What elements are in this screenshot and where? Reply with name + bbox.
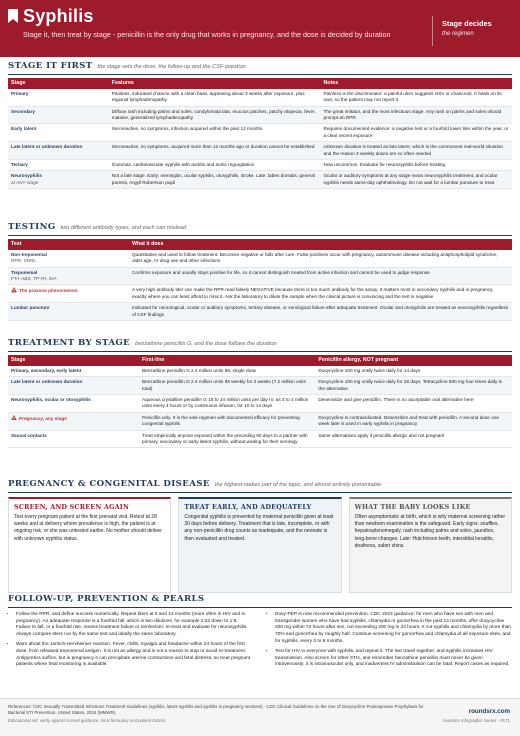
test-sublabel: RPR, VDRL <box>11 258 37 264</box>
test-sublabel: FTA-ABS, TP-PA, EIA <box>11 276 57 281</box>
notes-cell: Requires documented evidence: a negative test or a fourfold lower titer within the year, or a clear recent exposure <box>320 124 512 142</box>
section-pregnancy <box>8 479 512 593</box>
table-header-row <box>8 355 512 366</box>
list-item: • Test for HIV in everyone with syphilis, and repeat it. The two travel together, and syphilis increases HIV transmission. Also screen for other STIs, and remember benzathine penicillin must never be given intravenously: it is intramuscular only, and inadvertent IV administration can be fatal. Report cases as required. <box>275 649 512 669</box>
section-heading <box>8 61 512 75</box>
section-title: FOLLOW-UP, PREVENTION & PEARLS <box>8 594 205 604</box>
notes-cell: Now uncommon. Evaluate for neurosyphilis before treating <box>320 159 512 170</box>
table-row <box>8 250 512 267</box>
section-subtitle: two different antibody types, and each can mislead <box>60 225 187 231</box>
footer <box>0 698 520 736</box>
allergy-cell: Doxycycline is contraindicated. Desensitize and treat with penicillin. A second dose one week later is used in early syphilis in pregnancy <box>315 412 512 430</box>
column-header: Stage <box>8 355 139 366</box>
stage-callout-line2: the regimen <box>442 30 474 37</box>
column-header: What it does <box>129 239 512 250</box>
stage-cell <box>8 89 109 106</box>
table-row <box>8 124 512 142</box>
stage-table <box>8 78 512 189</box>
table-row <box>8 377 512 395</box>
features-cell: Not a late stage. Early: meningitis, ocular syphilis, otosyphilis, stroke. Late: tabes dorsalis, general paresis, Argyll Robertson pupil <box>109 171 321 189</box>
card-text: Often asymptomatic at birth, which is why maternal screening rather than newborn examination is the safeguard. Early signs: snuffles, hepatosplenomegaly, rash including palms and soles, jaundice, long-bone changes. Late: Hutchinson teeth, interstitial keratitis, deafness, saber shins. <box>354 514 505 549</box>
section-heading <box>8 222 512 236</box>
footer-site-link[interactable]: roundsrx.com <box>468 708 510 715</box>
card-baby <box>349 497 512 593</box>
list-item: • Warn about the Jarisch-Herxheimer reaction. Fever, chills, myalgia and headache within 24 hours of the first dose, from released treponemal antigen. It is not an allergy and is not a reason to stop or avoid re-treatment. Antipyretics suffice, but in pregnancy it can precipitate uterine contractions and fetal distress, so treat pregnant patients where fetal monitoring is available. <box>16 642 253 669</box>
column-header: Stage <box>8 78 109 89</box>
treatment-stage-cell <box>8 377 139 395</box>
stage-cell <box>8 142 109 160</box>
treatment-stage-cell <box>8 366 139 377</box>
notes-cell: Ocular or auditory symptoms at any stage mean neurosyphilis treatment, and ocular syphilis needs same-day ophthalmology. Do not wait for a lumbar puncture to treat <box>320 171 512 189</box>
test-cell <box>8 303 129 321</box>
section-stage <box>8 61 512 189</box>
table-row <box>8 142 512 160</box>
first-line-cell: Penicillin only. It is the sole regimen with documented efficacy for preventing congenital syphilis <box>139 412 315 430</box>
features-cell: Gummas, cardiovascular syphilis with aortitis and aortic regurgitation <box>109 159 321 170</box>
stage-cell <box>8 159 109 170</box>
section-followup <box>8 594 512 672</box>
footer-disclaimer: Educational aid; verify against current guidance, local formulary and patient factors. <box>8 717 167 723</box>
table-row <box>8 366 512 377</box>
notes-cell: Painless is the discriminator: a painful ulcer suggests HSV or chancroid. It heals on its own, so the patient may not report it <box>320 89 512 106</box>
test-description-cell: Confirms exposure and usually stays positive for life, so it cannot distinguish treated from active infection and cannot be used to judge response <box>129 267 512 285</box>
stage-callout <box>432 16 510 46</box>
stage-label: Tertiary <box>11 161 28 167</box>
stage-cell <box>8 171 109 189</box>
footer-references: References: CDC Sexually Transmitted Infections Treatment Guidelines (syphilis, latent syphilis and syphilis in pregnancy sections) · CDC Clinical Guidelines on the Use of Doxycycline Postexposure Prophylaxis for Bacterial STI Prevention, United States, 2024 (MMWR). <box>8 704 424 716</box>
allergy-cell: Desensitize and give penicillin. There is no acceptable oral alternative here <box>315 395 512 413</box>
stage-callout-line1: Stage decides <box>442 19 492 28</box>
footer-series: roundsrx Infographic Series · #171 <box>442 718 510 723</box>
test-description-cell: Indicated for neurological, ocular or auditory symptoms, tertiary disease, or serological failure after adequate treatment. Ocular and otosyphilis are treated as neurosyphilis regardless of CSF findings <box>129 303 512 321</box>
section-subtitle: the highest-stakes part of the topic, and almost entirely preventable <box>214 482 382 488</box>
card-title: TREAT EARLY, AND ADEQUATELY <box>184 502 312 511</box>
column-header: Test <box>8 239 129 250</box>
test-label: Lumbar puncture <box>11 305 50 311</box>
test-cell <box>8 285 129 303</box>
card-title: WHAT THE BABY LOOKS LIKE <box>354 502 471 511</box>
table-row <box>8 395 512 413</box>
stage-label: Late latent or unknown duration <box>11 144 83 150</box>
treatment-stage-cell <box>8 395 139 413</box>
section-subtitle: the stage sets the dose, the follow-up and the CSF question <box>97 64 246 70</box>
warning-triangle-icon <box>11 415 17 420</box>
page-subtitle: Stage it, then treat by stage - penicillin is the only drug that works in pregnancy, and the dose is decided by duration <box>23 30 391 39</box>
features-cell: Seroreactive, no symptoms, infection acquired within the past 12 months <box>109 124 321 142</box>
test-label: Treponemal <box>11 269 38 275</box>
section-title: TESTING <box>8 222 56 232</box>
column-header: Penicillin allergy, NOT pregnant <box>315 355 512 366</box>
list-item: • Follow the RPR, and define success numerically. Repeat titers at 6 and 12 months (more often in HIV and in pregnancy). An adequate response is a fourfold fall, which is two dilutions, for example 1:32 down to 1:8. Failure to fall, or a fourfold rise, means treatment failure or reinfection: re-treat and evaluate for neurosyphilis. Always compare titers run by the same test and ideally the same laboratory. <box>16 612 253 639</box>
notes-cell: Unknown duration is treated as late latent, which is the commonest real-world situation and the reason 3 weekly doses are so often needed <box>320 142 512 160</box>
first-line-cell: Treat empirically anyone exposed within the preceding 90 days to a partner with primary, secondary or early latent syphilis, without waiting for their serology <box>139 430 315 448</box>
test-cell <box>8 250 129 267</box>
stage-label: Primary <box>11 90 29 96</box>
list-item: • Doxy-PEP is now recommended prevention. CDC 2024 guidance: for men who have sex with men and transgender women who have had syphilis, chlamydia or gonorrhea in the past 12 months, offer doxycycline 200 mg within 72 hours after sex, not exceeding 200 mg in 24 hours. It cut syphilis and chlamydia by more than 70% and gonorrhea by roughly half. Continue screening for gonorrhea and chlamydia at all exposure sites, and for syphilis, every 3 to 6 months. <box>275 612 512 646</box>
test-description-cell: Quantitative and used to follow treatment. Becomes negative or falls after cure. False positives occur with pregnancy, autoimmune disease including antiphospholipid syndrome, older age, IV drug use and other infections <box>129 250 512 267</box>
first-line-cell: Aqueous crystalline penicillin G 18 to 24 million units per day IV, as 3 to 4 million units every 4 hours or by continuous infusion, for 10 to 14 days <box>139 395 315 413</box>
stage-label: Neurosyphilis <box>11 173 42 179</box>
bookmark-icon <box>8 9 18 23</box>
section-testing <box>8 222 512 321</box>
treatment-stage-label: Pregnancy, any stage <box>19 415 67 421</box>
section-title: PREGNANCY & CONGENITAL DISEASE <box>8 479 210 489</box>
stage-cell <box>8 106 109 124</box>
column-header: Features <box>109 78 321 89</box>
table-header-row <box>8 239 512 250</box>
allergy-cell: Same alternatives apply if penicillin allergic and not pregnant <box>315 430 512 448</box>
allergy-cell: Doxycycline 100 mg orally twice daily for 28 days. Tetracycline 500 mg four times daily is the alternative <box>315 377 512 395</box>
table-row <box>8 430 512 448</box>
treatment-stage-cell <box>8 412 139 430</box>
card-screen <box>8 497 171 593</box>
pregnancy-cards <box>8 497 512 593</box>
allergy-cell: Doxycycline 100 mg orally twice daily for 14 days <box>315 366 512 377</box>
stage-label: Early latent <box>11 126 37 132</box>
first-line-cell: Benzathine penicillin G 2.4 million units IM weekly for 3 weeks (7.2 million units total) <box>139 377 315 395</box>
section-title: TREATMENT BY STAGE <box>8 338 131 348</box>
section-heading <box>8 594 512 608</box>
table-header-row <box>8 78 512 89</box>
table-row <box>8 89 512 106</box>
section-treatment <box>8 338 512 448</box>
card-title: SCREEN, AND SCREEN AGAIN <box>14 502 130 511</box>
features-cell: Seroreactive, no symptoms, acquired more than 12 months ago or duration cannot be established <box>109 142 321 160</box>
test-label: The prozone phenomenon <box>19 288 78 294</box>
card-text: Test every pregnant patient at the first prenatal visit. Retest at 28 weeks and at delivery where prevalence is high, the patient is at ongoing risk, or she was untested earlier. No mother should deliver with unknown syphilis status. <box>14 514 162 542</box>
treatment-stage-cell <box>8 430 139 448</box>
column-header: First-line <box>139 355 315 366</box>
test-description-cell: A very high antibody titer can make the RPR read falsely NEGATIVE because there is too much antibody for the assay. It matters most in secondary syphilis and in pregnancy, exactly where you can least afford to miss it. Ask the laboratory to dilute the sample when the clinical picture is convincing and the test is negative <box>129 285 512 303</box>
header-banner <box>0 0 520 57</box>
treatment-stage-label: Neurosyphilis, ocular or otosyphilis <box>11 397 91 402</box>
column-header: Notes <box>320 78 512 89</box>
table-row <box>8 285 512 303</box>
table-row <box>8 303 512 321</box>
table-row <box>8 412 512 430</box>
card-text: Congenital syphilis is prevented by maternal penicillin given at least 30 days before delivery. Treatment that is late, incomplete, or with any non-penicillin drug counts as inadequate, and the neonate is then evaluated and treated. <box>184 514 334 542</box>
section-title: STAGE IT FIRST <box>8 61 93 71</box>
treatment-stage-label: Primary, secondary, early latent <box>11 367 82 373</box>
notes-cell: The great imitator, and the most infectious stage. Any rash on palms and soles should prompt an RPR <box>320 106 512 124</box>
table-row <box>8 267 512 285</box>
card-treat <box>178 497 341 593</box>
section-heading <box>8 479 512 493</box>
test-cell <box>8 267 129 285</box>
section-heading <box>8 338 512 352</box>
stage-sublabel: at ANY stage <box>11 179 39 185</box>
followup-right <box>267 612 512 672</box>
followup-left <box>8 612 253 672</box>
table-row <box>8 171 512 189</box>
treatment-stage-label: Sexual contacts <box>11 432 47 438</box>
stage-label: Secondary <box>11 108 35 114</box>
treatment-stage-label: Late latent or unknown duration <box>11 379 83 385</box>
warning-triangle-icon <box>11 287 17 292</box>
stage-cell <box>8 124 109 142</box>
table-row <box>8 106 512 124</box>
features-cell: Painless, indurated chancre with a clean base, appearing about 3 weeks after exposure, plus regional lymphadenopathy <box>109 89 321 106</box>
followup-columns <box>8 612 512 672</box>
features-cell: Diffuse rash including palms and soles, condylomata lata, mucous patches, patchy alopecia, fever, malaise, generalized lymphadenopathy <box>109 106 321 124</box>
page-title: Syphilis <box>23 6 94 26</box>
table-row <box>8 159 512 170</box>
test-label: Non-treponemal <box>11 251 47 257</box>
treatment-table <box>8 355 512 449</box>
testing-table <box>8 239 512 321</box>
first-line-cell: Benzathine penicillin G 2.4 million units IM, single dose <box>139 366 315 377</box>
section-subtitle: benzathine penicillin G, and the dose follows the duration <box>135 341 277 347</box>
